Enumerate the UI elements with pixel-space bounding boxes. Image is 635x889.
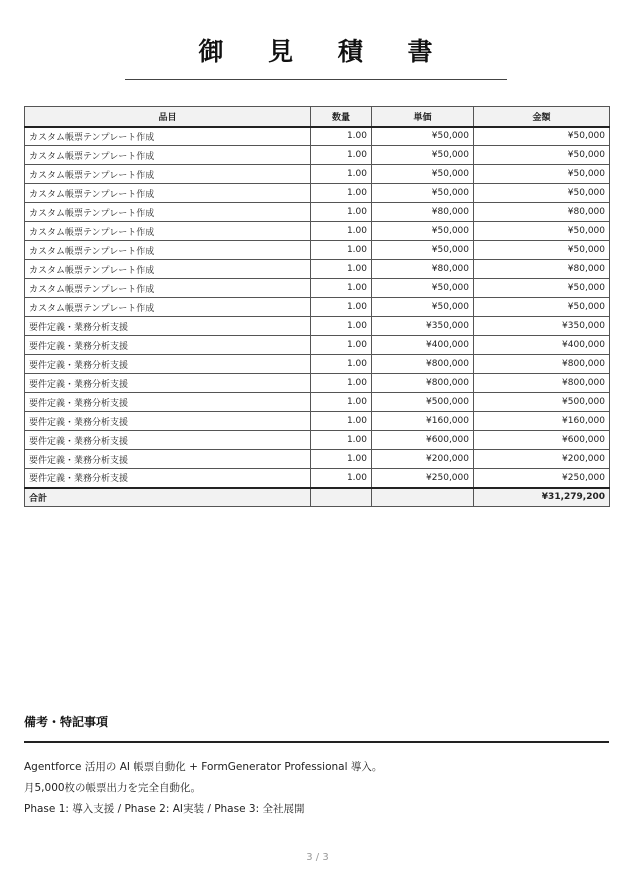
row-item: カスタム帳票テンプレート作成	[25, 127, 311, 146]
row-quantity: 1.00	[311, 469, 372, 488]
notes-line: 月5,000枚の帳票出力を完全自動化。	[24, 782, 202, 794]
header-item: 品目	[25, 107, 311, 127]
row-unit-price: ¥250,000	[372, 469, 474, 488]
row-unit-price: ¥160,000	[372, 412, 474, 431]
table-row	[25, 241, 610, 260]
row-amount: ¥500,000	[474, 393, 610, 412]
title-underline	[125, 79, 507, 80]
total-label: 合計	[25, 488, 311, 507]
row-quantity: 1.00	[311, 431, 372, 450]
row-unit-price: ¥600,000	[372, 431, 474, 450]
notes-heading: 備考・特記事項	[24, 715, 109, 729]
row-unit-price: ¥50,000	[372, 165, 474, 184]
row-item: 要件定義・業務分析支援	[25, 393, 311, 412]
row-amount: ¥50,000	[474, 279, 610, 298]
row-quantity: 1.00	[311, 298, 372, 317]
table-header-row	[25, 107, 610, 127]
row-unit-price: ¥80,000	[372, 203, 474, 222]
row-quantity: 1.00	[311, 241, 372, 260]
row-item: 要件定義・業務分析支援	[25, 336, 311, 355]
row-quantity: 1.00	[311, 374, 372, 393]
row-quantity: 1.00	[311, 146, 372, 165]
header-unit-price: 単価	[372, 107, 474, 127]
header-amount: 金額	[474, 107, 610, 127]
row-amount: ¥50,000	[474, 298, 610, 317]
notes-line: Agentforce 活用の AI 帳票自動化 + FormGenerator Professional 導入。	[24, 761, 383, 773]
row-item: カスタム帳票テンプレート作成	[25, 260, 311, 279]
row-item: 要件定義・業務分析支援	[25, 317, 311, 336]
table-row	[25, 298, 610, 317]
table-row	[25, 146, 610, 165]
page-number: 3 / 3	[306, 852, 329, 863]
header-quantity: 数量	[311, 107, 372, 127]
table-row	[25, 222, 610, 241]
total-amount: ¥31,279,200	[474, 488, 610, 507]
row-unit-price: ¥400,000	[372, 336, 474, 355]
row-quantity: 1.00	[311, 393, 372, 412]
row-item: 要件定義・業務分析支援	[25, 355, 311, 374]
row-amount: ¥800,000	[474, 355, 610, 374]
row-quantity: 1.00	[311, 355, 372, 374]
row-item: カスタム帳票テンプレート作成	[25, 222, 311, 241]
row-amount: ¥600,000	[474, 431, 610, 450]
row-amount: ¥350,000	[474, 317, 610, 336]
row-unit-price: ¥50,000	[372, 184, 474, 203]
table-row	[25, 355, 610, 374]
row-unit-price: ¥50,000	[372, 241, 474, 260]
row-amount: ¥80,000	[474, 203, 610, 222]
row-amount: ¥400,000	[474, 336, 610, 355]
row-unit-price: ¥50,000	[372, 127, 474, 146]
row-item: 要件定義・業務分析支援	[25, 412, 311, 431]
notes-divider	[24, 741, 609, 743]
row-unit-price: ¥200,000	[372, 450, 474, 469]
row-item: カスタム帳票テンプレート作成	[25, 279, 311, 298]
notes-line: Phase 1: 導入支援 / Phase 2: AI実装 / Phase 3: 全社展開	[24, 803, 305, 815]
quote-table	[24, 106, 610, 507]
row-item: 要件定義・業務分析支援	[25, 431, 311, 450]
row-quantity: 1.00	[311, 450, 372, 469]
row-quantity: 1.00	[311, 260, 372, 279]
row-amount: ¥200,000	[474, 450, 610, 469]
row-item: 要件定義・業務分析支援	[25, 450, 311, 469]
row-unit-price: ¥800,000	[372, 355, 474, 374]
row-quantity: 1.00	[311, 317, 372, 336]
table-row	[25, 165, 610, 184]
table-row	[25, 450, 610, 469]
row-amount: ¥800,000	[474, 374, 610, 393]
row-quantity: 1.00	[311, 127, 372, 146]
table-row	[25, 127, 610, 146]
row-amount: ¥80,000	[474, 260, 610, 279]
row-item: カスタム帳票テンプレート作成	[25, 165, 311, 184]
row-quantity: 1.00	[311, 184, 372, 203]
table-row	[25, 412, 610, 431]
row-amount: ¥50,000	[474, 127, 610, 146]
row-amount: ¥50,000	[474, 222, 610, 241]
table-row	[25, 184, 610, 203]
row-unit-price: ¥800,000	[372, 374, 474, 393]
table-row	[25, 317, 610, 336]
row-item: カスタム帳票テンプレート作成	[25, 298, 311, 317]
row-amount: ¥250,000	[474, 469, 610, 488]
row-item: カスタム帳票テンプレート作成	[25, 146, 311, 165]
notes-body	[24, 757, 609, 820]
row-quantity: 1.00	[311, 336, 372, 355]
total-empty-cell	[311, 488, 372, 507]
table-row	[25, 260, 610, 279]
row-quantity: 1.00	[311, 203, 372, 222]
table-row	[25, 469, 610, 488]
row-unit-price: ¥500,000	[372, 393, 474, 412]
row-amount: ¥50,000	[474, 241, 610, 260]
table-row	[25, 336, 610, 355]
row-amount: ¥160,000	[474, 412, 610, 431]
row-amount: ¥50,000	[474, 184, 610, 203]
row-item: 要件定義・業務分析支援	[25, 469, 311, 488]
row-unit-price: ¥80,000	[372, 260, 474, 279]
document-title: 御 見 積 書	[198, 37, 451, 66]
total-empty-cell	[372, 488, 474, 507]
table-row	[25, 393, 610, 412]
row-unit-price: ¥50,000	[372, 222, 474, 241]
row-item: 要件定義・業務分析支援	[25, 374, 311, 393]
row-quantity: 1.00	[311, 222, 372, 241]
row-unit-price: ¥350,000	[372, 317, 474, 336]
table-row	[25, 279, 610, 298]
row-quantity: 1.00	[311, 165, 372, 184]
row-item: カスタム帳票テンプレート作成	[25, 184, 311, 203]
total-row	[25, 488, 610, 507]
row-item: カスタム帳票テンプレート作成	[25, 241, 311, 260]
table-row	[25, 431, 610, 450]
row-quantity: 1.00	[311, 279, 372, 298]
row-amount: ¥50,000	[474, 165, 610, 184]
row-unit-price: ¥50,000	[372, 146, 474, 165]
table-row	[25, 374, 610, 393]
row-unit-price: ¥50,000	[372, 298, 474, 317]
row-unit-price: ¥50,000	[372, 279, 474, 298]
table-row	[25, 203, 610, 222]
row-quantity: 1.00	[311, 412, 372, 431]
row-amount: ¥50,000	[474, 146, 610, 165]
row-item: カスタム帳票テンプレート作成	[25, 203, 311, 222]
